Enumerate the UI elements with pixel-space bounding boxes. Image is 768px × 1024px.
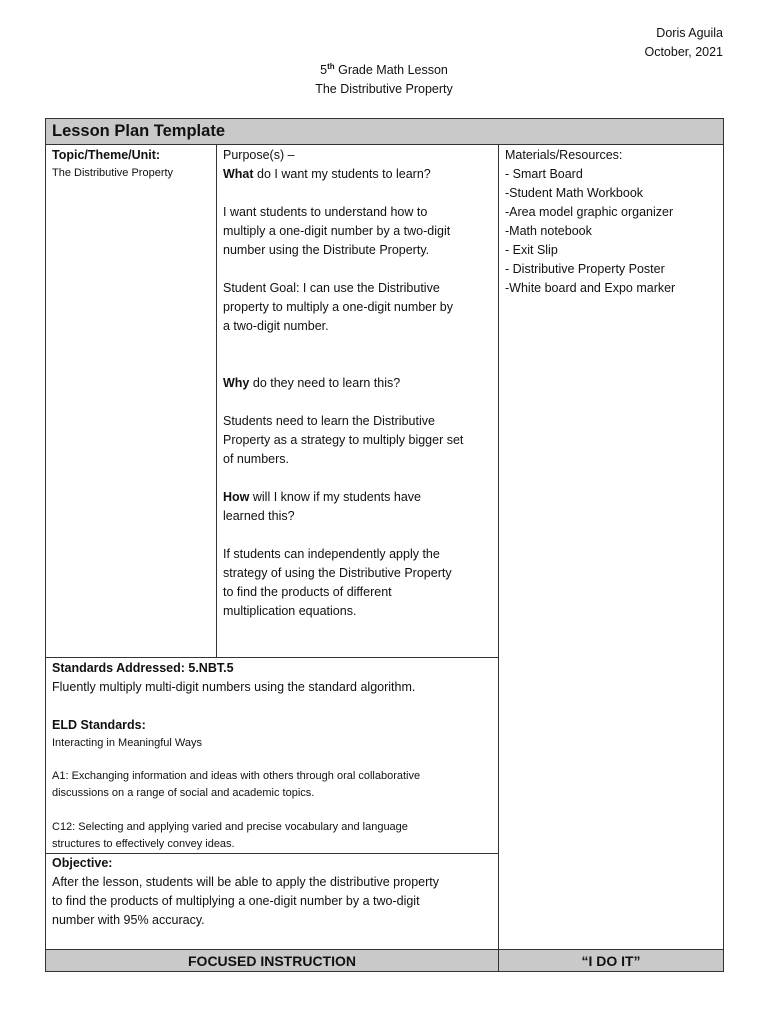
how-rest-2: learned this? bbox=[223, 509, 295, 523]
objective-line-3: number with 95% accuracy. bbox=[52, 913, 205, 927]
eld-subheading: Interacting in Meaningful Ways bbox=[52, 737, 202, 749]
footer-row bbox=[46, 949, 723, 971]
purpose-cell bbox=[217, 145, 498, 657]
what-answer-2: multiply a one-digit number by a two-digit bbox=[223, 224, 451, 238]
standards-label: Standards Addressed: 5.NBT.5 bbox=[52, 661, 234, 675]
eld-a1-line-1: A1: Exchanging information and ideas with others through oral collaborative bbox=[52, 770, 421, 782]
how-answer-3: to find the products of different bbox=[223, 585, 392, 599]
why-answer-2: Property as a strategy to multiply bigger set bbox=[223, 433, 464, 447]
how-question bbox=[223, 488, 492, 507]
goal-3: a two-digit number. bbox=[223, 319, 329, 333]
what-question bbox=[223, 165, 492, 184]
what-answer-3: number using the Distribute Property. bbox=[223, 243, 430, 257]
materials-item: -Area model graphic organizer bbox=[505, 205, 674, 219]
author-name: Doris Aguila bbox=[656, 26, 723, 40]
author-date: October, 2021 bbox=[644, 45, 723, 59]
materials-label: Materials/Resources: bbox=[505, 148, 623, 162]
author-block bbox=[644, 24, 723, 62]
materials-cell bbox=[498, 145, 723, 949]
focused-instruction-label: FOCUSED INSTRUCTION bbox=[188, 953, 356, 969]
why-answer-3: of numbers. bbox=[223, 452, 290, 466]
goal-1: Student Goal: I can use the Distributive bbox=[223, 281, 440, 295]
i-do-it-label: “I DO IT” bbox=[498, 950, 723, 972]
why-answer-1: Students need to learn the Distributive bbox=[223, 414, 435, 428]
eld-c12-line-1: C12: Selecting and applying varied and precise vocabulary and language bbox=[52, 821, 408, 833]
objective-label: Objective: bbox=[52, 856, 113, 870]
goal-2: property to multiply a one-digit number by bbox=[223, 300, 453, 314]
how-rest-1: will I know if my students have bbox=[249, 490, 421, 504]
standards-cell bbox=[46, 657, 498, 854]
how-answer-1: If students can independently apply the bbox=[223, 547, 440, 561]
why-question bbox=[223, 374, 492, 393]
what-rest: do I want my students to learn? bbox=[253, 167, 431, 181]
objective-line-1: After the lesson, students will be able to apply the distributive property bbox=[52, 875, 440, 889]
eld-a1-line-2: discussions on a range of social and academic topics. bbox=[52, 787, 315, 799]
materials-item: -White board and Expo marker bbox=[505, 281, 676, 295]
how-answer-2: strategy of using the Distributive Property bbox=[223, 566, 452, 580]
lesson-title bbox=[0, 61, 768, 80]
topic-label: Topic/Theme/Unit: bbox=[52, 148, 161, 162]
materials-item: - Smart Board bbox=[505, 167, 583, 181]
how-answer-4: multiplication equations. bbox=[223, 604, 357, 618]
topic-cell bbox=[46, 145, 217, 657]
lesson-plan-table bbox=[45, 118, 724, 972]
lesson-title-block bbox=[0, 61, 768, 99]
materials-item: -Math notebook bbox=[505, 224, 592, 238]
eld-c12-line-2: structures to effectively convey ideas. bbox=[52, 838, 235, 850]
materials-item: - Distributive Property Poster bbox=[505, 262, 665, 276]
objective-line-2: to find the products of multiplying a one-digit number by a two-digit bbox=[52, 894, 420, 908]
why-bold: Why bbox=[223, 376, 250, 390]
standards-text: Fluently multiply multi-digit numbers using the standard algorithm. bbox=[52, 680, 416, 694]
topic-value: The Distributive Property bbox=[52, 167, 174, 179]
lesson-subtitle: The Distributive Property bbox=[315, 82, 453, 96]
grade-number: 5 bbox=[320, 63, 328, 77]
grade-rest: Grade Math Lesson bbox=[334, 63, 448, 77]
objective-cell bbox=[46, 853, 498, 949]
purpose-heading: Purpose(s) – bbox=[223, 148, 295, 162]
table-header: Lesson Plan Template bbox=[46, 119, 723, 145]
how-bold: How bbox=[223, 490, 250, 504]
why-rest: do they need to learn this? bbox=[249, 376, 401, 390]
materials-item: - Exit Slip bbox=[505, 243, 558, 257]
what-bold: What bbox=[223, 167, 254, 181]
eld-label: ELD Standards: bbox=[52, 718, 146, 732]
what-answer-1: I want students to understand how to bbox=[223, 205, 428, 219]
grade-ordinal: th bbox=[327, 62, 335, 71]
materials-item: -Student Math Workbook bbox=[505, 186, 644, 200]
